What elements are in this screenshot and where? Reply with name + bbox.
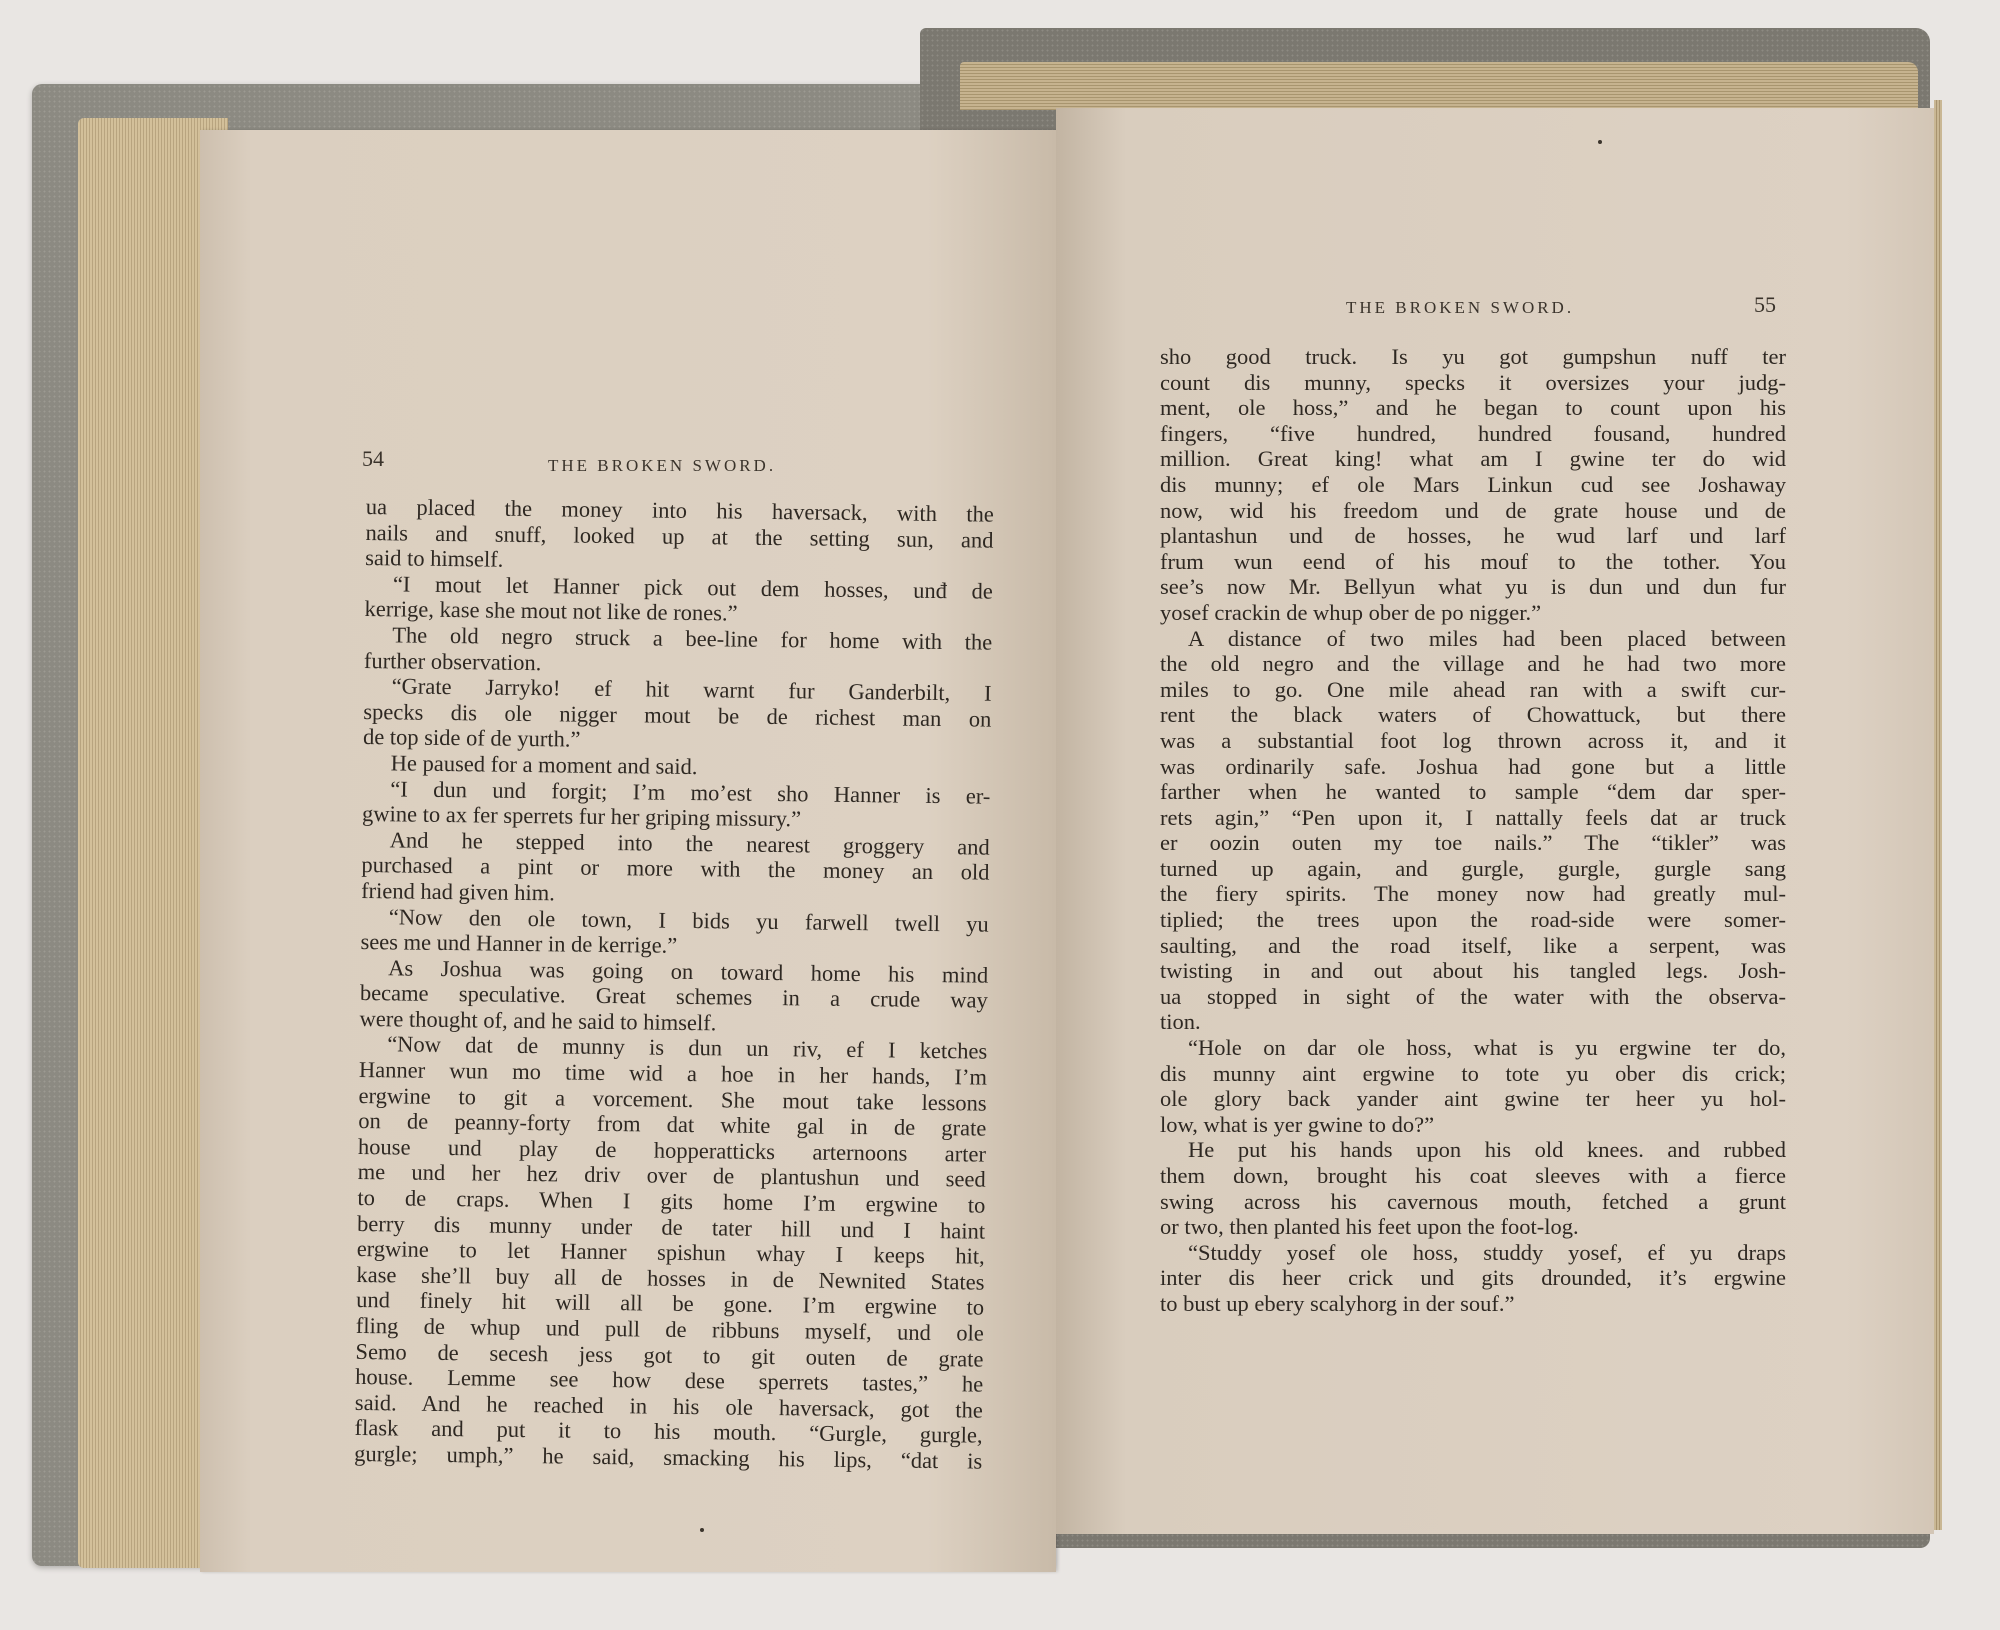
text-line: turned up again, and gurgle, gurgle, gurgle sang — [1160, 855, 1786, 881]
text-line: were thought of, and he said to himself. — [359, 1005, 717, 1036]
left-running-head: THE BROKEN SWORD. — [548, 456, 777, 475]
text-line: inter dis heer crick und gits drounded, it’s ergwine — [1160, 1265, 1786, 1291]
text-line: was a substantial foot log thrown across it, and it — [1160, 727, 1786, 753]
text-line: house. Lemme see how dese sperrets tastes,” he — [355, 1364, 984, 1397]
text-line: ua stopped in sight of the water with the observa- — [1160, 983, 1786, 1009]
text-line: dis munny; ef ole Mars Linkun cud see Joshaway — [1160, 471, 1786, 497]
text-line: sees me und Hanner in de kerrige.” — [360, 929, 678, 958]
text-line: rets agin,” “Pen upon it, I nattally feels dat ar truck — [1160, 804, 1786, 830]
text-line: As Joshua was going on toward home his mind — [388, 954, 989, 988]
text-line: gwine to ax fer sperrets fur her griping missury.” — [361, 801, 802, 832]
text-line: was ordinarily safe. Joshua had gone but a little — [1160, 753, 1786, 779]
text-line: And he stepped into the nearest groggery and — [389, 827, 990, 860]
text-line: nails and snuff, looked up at the setting sun, and — [365, 519, 994, 553]
text-line: or two, then planted his feet upon the foot-log. — [1160, 1214, 1579, 1240]
text-line: the fiery spirits. The money now had greatly mul- — [1160, 881, 1786, 907]
right-page-edges — [1934, 100, 1942, 1530]
text-line: “I dun und forgit; I’m mo’est sho Hanner is er- — [390, 775, 991, 809]
text-line: rent the black waters of Chowattuck, but there — [1160, 702, 1786, 728]
text-line: swing across his cavernous mouth, fetched a grunt — [1160, 1188, 1786, 1214]
text-line: farther when he wanted to sample “dem dar sper- — [1160, 779, 1786, 805]
text-line: specks dis ole nigger mout be de richest man on — [363, 698, 992, 732]
text-line: saulting, and the road itself, like a serpent, was — [1160, 932, 1786, 958]
text-line: und finely hit will all be gone. I’m ergwine to — [356, 1287, 985, 1321]
text-line: “Studdy yosef ole hoss, studdy yosef, ef yu draps — [1188, 1239, 1786, 1265]
text-line: miles to go. One mile ahead ran with a swift cur- — [1160, 676, 1786, 702]
text-line: berry dis munny under de tater hill und I haint — [356, 1210, 986, 1244]
text-line: twisting in and out about his tangled legs. Josh- — [1160, 958, 1786, 984]
text-line: kerrige, kase she mout not like de rones.” — [364, 596, 738, 626]
text-line: He put his hands upon his old knees. and rubbed — [1188, 1137, 1786, 1163]
text-line: said to himself. — [365, 545, 504, 572]
text-line: me und her hez driv over de plantushun und seed — [357, 1159, 986, 1193]
text-line: flask and put it to his mouth. “Gurgle, gurgle, — [354, 1415, 983, 1448]
text-line: further observation. — [363, 647, 542, 675]
text-line: er oozin outen my toe nails.” The “tikler” was — [1160, 830, 1786, 856]
text-line: now, wid his freedom und de grate house und de — [1160, 497, 1786, 523]
text-line: became speculative. Great schemes in a crude way — [359, 980, 989, 1013]
text-line: He paused for a moment and said. — [390, 750, 698, 780]
text-line: A distance of two miles had been placed between — [1188, 625, 1786, 651]
text-line: “I mout let Hanner pick out dem hosses, unđ de — [392, 571, 994, 604]
text-line: on de peanny-forty from dat white gal in de grate — [358, 1108, 987, 1141]
text-line: purchased a pint or more with the money an old — [361, 852, 990, 885]
text-line: ua placed the money into his haversack, with the — [365, 494, 994, 527]
text-line: de top side of de yurth.” — [362, 724, 581, 752]
text-line: fling de whup und pull de ribbuns myself, und ole — [355, 1312, 984, 1346]
text-line: Semo de secesh jess got to git outen de grate — [355, 1338, 984, 1372]
text-line: house und play de hopperatticks arternoons arter — [357, 1133, 987, 1167]
text-line: ergwine to let Hanner spishun whay I keeps hit, — [356, 1236, 985, 1269]
page-speck — [1598, 140, 1602, 144]
text-line: them down, brought his coat sleeves with a fierce — [1160, 1163, 1786, 1188]
right-page-number: 55 — [1754, 292, 1776, 317]
left-page — [200, 130, 1056, 1572]
text-line: ole glory back yander aint gwine ter heer yu hol- — [1160, 1086, 1786, 1112]
text-line: tion. — [1160, 1009, 1201, 1035]
text-line: kase she’ll buy all de hosses in de Newnited States — [356, 1261, 985, 1295]
text-line: sho good truck. Is yu got gumpshun nuff ter — [1160, 344, 1786, 369]
text-line: to de craps. When I gits home I’m ergwine to — [357, 1184, 986, 1218]
text-line: said. And he reached in his ole haversack, got the — [354, 1389, 984, 1423]
text-line: the old negro and the village and he had two more — [1160, 651, 1786, 677]
text-line: see’s now Mr. Bellyun what yu is dun und dun fur — [1160, 574, 1786, 600]
text-line: tiplied; the trees upon the road-side were somer- — [1160, 907, 1786, 933]
text-line: “Grate Jarryko! ef hit warnt fur Ganderbilt, I — [391, 673, 992, 706]
text-line: Hanner wun mo time wid a hoe in her hands, I’m — [358, 1057, 988, 1090]
text-line: gurgle; umph,” he said, smacking his lips, “dat is — [354, 1440, 983, 1474]
left-page-number: 54 — [362, 446, 384, 471]
text-line: “Hole on dar ole hoss, what is yu ergwine ter do, — [1188, 1035, 1786, 1061]
text-line: The old negro struck a bee-line for home with the — [392, 622, 993, 655]
text-line: count dis munny, specks it oversizes your judg- — [1160, 369, 1786, 395]
text-line: fingers, “five hundred, hundred fousand, hundred — [1160, 420, 1786, 446]
text-line: dis munny aint ergwine to tote yu ober dis crick; — [1160, 1060, 1786, 1086]
text-line: “Now den ole town, I bids yu farwell twell yu — [388, 903, 989, 937]
text-line: plantashun und de hosses, he wud larf und larf — [1160, 523, 1786, 549]
text-line: “Now dat de munny is dun un riv, ef I ketches — [387, 1031, 988, 1065]
text-line: low, what is yer gwine to do?” — [1160, 1111, 1435, 1137]
text-line: ment, ole hoss,” and he began to count upon his — [1160, 395, 1786, 421]
text-line: frum wun eend of his mouf to the tother. You — [1160, 548, 1786, 574]
text-line: million. Great king! what am I gwine ter do wid — [1160, 446, 1786, 472]
top-page-edges — [960, 62, 1918, 110]
right-page-text — [1160, 344, 1786, 1317]
page-speck — [700, 1528, 704, 1532]
text-line: yosef crackin de whup ober de po nigger.” — [1160, 599, 1542, 625]
right-running-head: THE BROKEN SWORD. — [1346, 298, 1575, 317]
text-line: ergwine to git a vorcement. She mout take lessons — [358, 1082, 987, 1116]
text-line: friend had given him. — [361, 877, 555, 906]
text-line: to bust up ebery scalyhorg in der souf.” — [1160, 1290, 1515, 1316]
right-page — [1056, 108, 1934, 1534]
left-page-text — [354, 494, 994, 1474]
